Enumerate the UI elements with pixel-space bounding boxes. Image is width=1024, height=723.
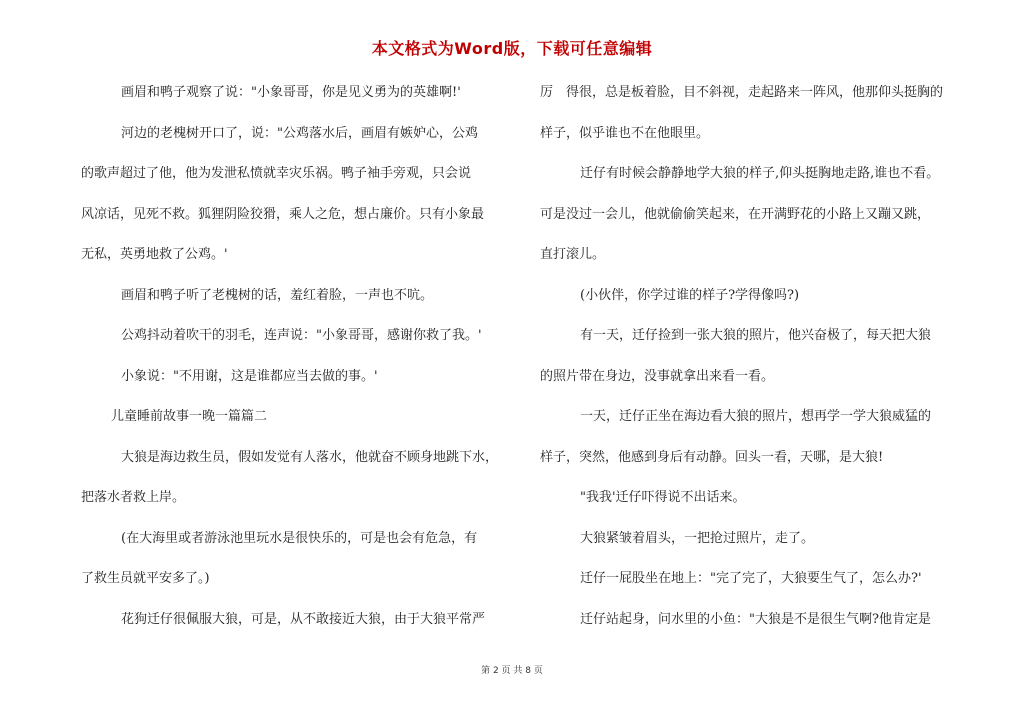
text-line: 迁仔一屁股坐在地上："完了完了，大狼要生气了，怎么办?'	[580, 571, 922, 586]
text-line: 的歌声超过了他，他为发泄私愤就幸灾乐祸。鸭子袖手旁观，只会说	[81, 166, 472, 181]
text-line: "我我'迁仔吓得说不出话来。	[580, 490, 746, 505]
text-line: 厉 得很，总是板着脸，目不斜视，走起路来一阵风，他那仰头挺胸的	[540, 85, 944, 100]
text-line: 样子，似乎谁也不在他眼里。	[540, 125, 710, 141]
text-line: 样子，突然，他感到身后有动静。回头一看，天哪，是大狼!	[540, 449, 884, 465]
text-line: 迁仔有时候会静静地学大狼的样子,仰头挺胸地走路,谁也不看。	[580, 166, 940, 181]
left-text-column	[81, 80, 509, 647]
text-line: 无私，英勇地救了公鸡。'	[81, 247, 228, 262]
text-line: 小象说："不用谢，这是谁都应当去做的事。'	[121, 368, 378, 384]
text-line: 的照片带在身边，没事就拿出来看一看。	[540, 368, 775, 384]
page-number-footer: 第 2 页 共 8 页	[481, 666, 543, 676]
text-line: 了救生员就平安多了。)	[81, 571, 210, 586]
document-banner: 本文格式为Word版，下载可任意编辑	[371, 39, 653, 58]
section-heading: 儿童睡前故事一晚一篇篇二	[111, 409, 268, 424]
right-text-column	[540, 80, 972, 647]
text-line: 河边的老槐树开口了，说："公鸡落水后，画眉有嫉妒心，公鸡	[121, 125, 478, 141]
text-line: 大狼是海边救生员，假如发觉有人落水，他就奋不顾身地跳下水，	[121, 449, 499, 465]
text-line: 迁仔站起身，问水里的小鱼："大狼是不是很生气啊?他肯定是	[580, 611, 931, 627]
text-line: (在大海里或者游泳池里玩水是很快乐的，可是也会有危急，有	[121, 530, 478, 546]
text-line: 花狗迁仔很佩服大狼，可是，从不敢接近大狼，由于大狼平常严	[121, 611, 486, 627]
text-line: (小伙伴，你学过谁的样子?学得像吗?)	[580, 287, 800, 303]
text-line: 大狼紧皱着眉头，一把抢过照片，走了。	[580, 530, 815, 546]
text-line: 公鸡抖动着吹干的羽毛，连声说："小象哥哥，感谢你救了我。'	[121, 328, 482, 343]
text-line: 可是没过一会儿，他就偷偷笑起来，在开满野花的小路上又蹦又跳，	[540, 206, 931, 222]
text-line: 一天，迁仔正坐在海边看大狼的照片，想再学一学大狼威猛的	[580, 409, 932, 424]
text-line: 画眉和鸭子观察了说："小象哥哥，你是见义勇为的英雄啊!'	[121, 85, 461, 100]
text-line: 直打滚儿。	[540, 247, 606, 262]
text-line: 把落水者救上岸。	[81, 490, 186, 505]
text-line: 风凉话，见死不救。狐狸阴险狡猾，乘人之危，想占廉价。只有小象最	[81, 206, 485, 222]
text-line: 有一天，迁仔捡到一张大狼的照片，他兴奋极了，每天把大狼	[580, 328, 932, 343]
text-line: 画眉和鸭子听了老槐树的话，羞红着脸，一声也不吭。	[121, 287, 434, 303]
